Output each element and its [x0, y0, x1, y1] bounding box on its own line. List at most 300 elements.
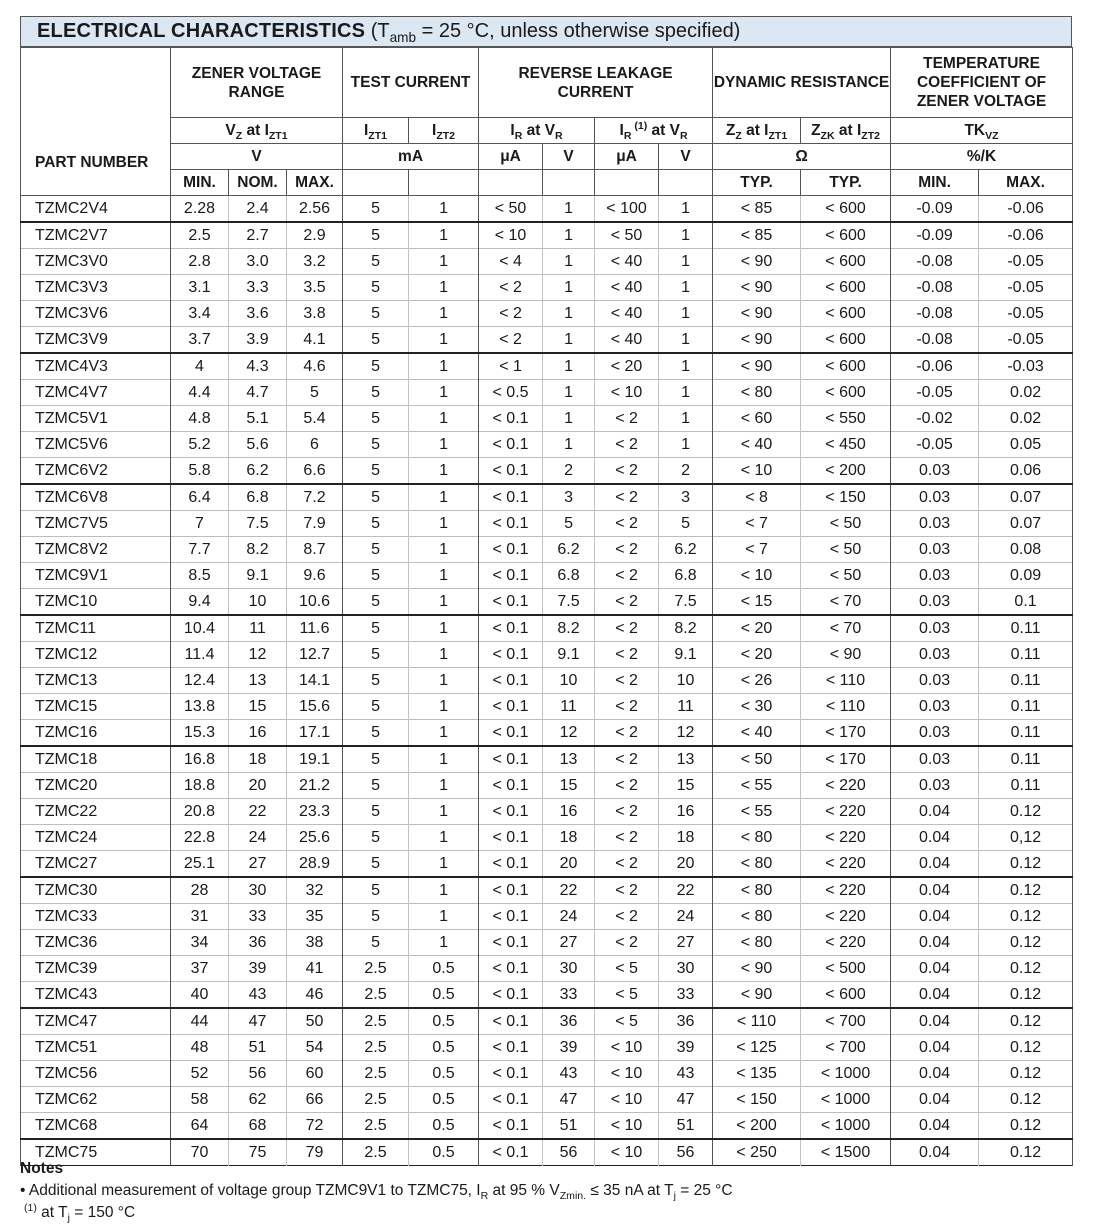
cell-vz-min: 3.7 — [171, 327, 229, 354]
unit-ua-2: μA — [595, 144, 659, 170]
cell-vr: 1 — [543, 327, 595, 354]
cell-vz-max: 5.4 — [287, 406, 343, 432]
cell-vr-hot: 15 — [659, 773, 713, 799]
cell-vz-min: 16.8 — [171, 746, 229, 773]
cell-ir: < 10 — [479, 222, 543, 249]
cell-vr: 1 — [543, 301, 595, 327]
cell-tk-max: 0.12 — [979, 956, 1073, 982]
cell-vz-min: 58 — [171, 1087, 229, 1113]
cell-ir: < 0.1 — [479, 1061, 543, 1087]
cell-part-number: TZMC7V5 — [21, 511, 171, 537]
table-body — [21, 196, 1073, 1166]
table-row — [21, 432, 1073, 458]
cell-vz-max: 4.6 — [287, 353, 343, 380]
cell-zz-typ: < 50 — [713, 746, 801, 773]
cell-vz-min: 64 — [171, 1113, 229, 1140]
cell-ir-hot: < 20 — [595, 353, 659, 380]
cell-izt2: 1 — [409, 196, 479, 223]
cell-ir-hot: < 10 — [595, 1061, 659, 1087]
cell-zz-typ: < 110 — [713, 1008, 801, 1035]
cell-vz-max: 14.1 — [287, 668, 343, 694]
cell-zzk-typ: < 70 — [801, 615, 891, 642]
footnote-sub-j: j — [67, 1212, 70, 1224]
cell-vz-nom: 3.3 — [229, 275, 287, 301]
table-row — [21, 930, 1073, 956]
cell-vr-hot: 39 — [659, 1035, 713, 1061]
zzk-main: Z — [811, 122, 821, 139]
cell-vz-min: 11.4 — [171, 642, 229, 668]
cell-izt1: 5 — [343, 773, 409, 799]
cell-ir-hot: < 2 — [595, 668, 659, 694]
zz-at-sub: ZT1 — [768, 130, 788, 143]
cell-zz-typ: < 80 — [713, 825, 801, 851]
cell-vr: 12 — [543, 720, 595, 747]
cell-ir-hot: < 5 — [595, 1008, 659, 1035]
cell-tk-max: 0.12 — [979, 799, 1073, 825]
part-number-header: PART NUMBER — [21, 48, 171, 196]
cell-zzk-typ: < 220 — [801, 773, 891, 799]
cell-izt2: 0.5 — [409, 1087, 479, 1113]
cell-izt2: 0.5 — [409, 1035, 479, 1061]
cell-ir-hot: < 2 — [595, 694, 659, 720]
subcol-tk-max: MAX. — [979, 170, 1073, 196]
cell-tk-min: 0.04 — [891, 799, 979, 825]
cell-vz-max: 9.6 — [287, 563, 343, 589]
cell-zzk-typ: < 600 — [801, 222, 891, 249]
cell-vr: 1 — [543, 432, 595, 458]
cell-vz-max: 6 — [287, 432, 343, 458]
cell-vz-min: 2.8 — [171, 249, 229, 275]
unit-v-1: V — [543, 144, 595, 170]
cell-ir: < 4 — [479, 249, 543, 275]
cell-part-number: TZMC18 — [21, 746, 171, 773]
cell-zz-typ: < 85 — [713, 222, 801, 249]
cell-vz-nom: 16 — [229, 720, 287, 747]
cell-zz-typ: < 10 — [713, 458, 801, 485]
cell-vz-max: 60 — [287, 1061, 343, 1087]
cell-zz-typ: < 135 — [713, 1061, 801, 1087]
cell-vr-hot: 12 — [659, 720, 713, 747]
cell-vr: 51 — [543, 1113, 595, 1140]
cell-izt1: 5 — [343, 720, 409, 747]
cell-tk-max: 0.06 — [979, 458, 1073, 485]
cell-vr-hot: 51 — [659, 1113, 713, 1140]
cell-izt1: 5 — [343, 930, 409, 956]
cell-izt1: 2.5 — [343, 982, 409, 1009]
cell-tk-max: 0.09 — [979, 563, 1073, 589]
cell-part-number: TZMC68 — [21, 1113, 171, 1140]
cell-vr: 16 — [543, 799, 595, 825]
table-row — [21, 982, 1073, 1009]
cell-vr: 24 — [543, 904, 595, 930]
cell-vr-hot: 1 — [659, 327, 713, 354]
cell-tk-max: 0.12 — [979, 1087, 1073, 1113]
cell-vr: 2 — [543, 458, 595, 485]
cell-vz-max: 41 — [287, 956, 343, 982]
cell-tk-min: -0.08 — [891, 327, 979, 354]
cell-part-number: TZMC47 — [21, 1008, 171, 1035]
cell-vz-min: 6.4 — [171, 484, 229, 511]
subcol-typ-2: TYP. — [801, 170, 891, 196]
cell-zz-typ: < 60 — [713, 406, 801, 432]
cell-part-number: TZMC39 — [21, 956, 171, 982]
cell-ir: < 0.1 — [479, 1087, 543, 1113]
title-condition-rest: = 25 °C, unless otherwise specified) — [416, 20, 741, 42]
cell-ir-hot: < 2 — [595, 511, 659, 537]
cell-ir: < 0.1 — [479, 642, 543, 668]
cell-vz-min: 40 — [171, 982, 229, 1009]
cell-zz-typ: < 80 — [713, 877, 801, 904]
cell-zz-typ: < 80 — [713, 851, 801, 878]
cell-part-number: TZMC5V1 — [21, 406, 171, 432]
cell-zzk-typ: < 220 — [801, 877, 891, 904]
zzk-at-sub: ZT2 — [861, 130, 881, 143]
cell-ir-hot: < 50 — [595, 222, 659, 249]
cell-tk-min: -0.06 — [891, 353, 979, 380]
cell-ir-hot: < 2 — [595, 563, 659, 589]
cell-tk-max: 0.12 — [979, 930, 1073, 956]
cell-vz-nom: 2.4 — [229, 196, 287, 223]
zzk-symbol-header — [801, 118, 891, 144]
cell-izt1: 2.5 — [343, 1087, 409, 1113]
cell-zzk-typ: < 600 — [801, 275, 891, 301]
cell-tk-max: 0.11 — [979, 668, 1073, 694]
cell-zzk-typ: < 170 — [801, 746, 891, 773]
cell-zz-typ: < 20 — [713, 615, 801, 642]
cell-vz-nom: 15 — [229, 694, 287, 720]
cell-tk-min: 0.04 — [891, 904, 979, 930]
table-row — [21, 825, 1073, 851]
cell-ir: < 0.1 — [479, 825, 543, 851]
cell-ir-hot: < 10 — [595, 1087, 659, 1113]
cell-part-number: TZMC36 — [21, 930, 171, 956]
table-row — [21, 511, 1073, 537]
cell-part-number: TZMC2V4 — [21, 196, 171, 223]
table-row — [21, 668, 1073, 694]
cell-tk-min: 0.04 — [891, 1087, 979, 1113]
cell-vr: 6.2 — [543, 537, 595, 563]
cell-zzk-typ: < 220 — [801, 825, 891, 851]
cell-zzk-typ: < 50 — [801, 563, 891, 589]
cell-ir: < 50 — [479, 196, 543, 223]
footnote-text-rest: = 150 °C — [69, 1204, 136, 1221]
note-bullet-text: • Additional measurement of voltage group TZMC9V1 to TZMC75, I — [20, 1182, 481, 1199]
cell-ir: < 0.1 — [479, 851, 543, 878]
unit-ma: mA — [343, 144, 479, 170]
note-bullet — [20, 1180, 733, 1202]
cell-izt2: 1 — [409, 406, 479, 432]
cell-part-number: TZMC9V1 — [21, 563, 171, 589]
cell-tk-max: -0.05 — [979, 275, 1073, 301]
cell-vr-hot: 56 — [659, 1139, 713, 1166]
cell-zzk-typ: < 220 — [801, 930, 891, 956]
cell-izt1: 5 — [343, 380, 409, 406]
cell-vr: 11 — [543, 694, 595, 720]
cell-ir-hot: < 40 — [595, 249, 659, 275]
ir-symbol-header — [479, 118, 595, 144]
cell-zz-typ: < 15 — [713, 589, 801, 616]
cell-vr: 3 — [543, 484, 595, 511]
cell-vz-max: 2.56 — [287, 196, 343, 223]
table-row — [21, 720, 1073, 747]
cell-izt1: 5 — [343, 484, 409, 511]
cell-part-number: TZMC5V6 — [21, 432, 171, 458]
cell-part-number: TZMC11 — [21, 615, 171, 642]
cell-izt2: 1 — [409, 249, 479, 275]
cell-izt1: 5 — [343, 301, 409, 327]
cell-vr-hot: 43 — [659, 1061, 713, 1087]
cell-zz-typ: < 40 — [713, 432, 801, 458]
cell-vz-max: 38 — [287, 930, 343, 956]
cell-ir: < 0.1 — [479, 694, 543, 720]
cell-zz-typ: < 90 — [713, 275, 801, 301]
zener-voltage-range-header: ZENER VOLTAGE RANGE — [171, 48, 343, 118]
table-row — [21, 380, 1073, 406]
cell-tk-min: 0.03 — [891, 720, 979, 747]
cell-ir-hot: < 100 — [595, 196, 659, 223]
cell-zz-typ: < 200 — [713, 1113, 801, 1140]
cell-ir-hot: < 2 — [595, 904, 659, 930]
cell-vz-min: 15.3 — [171, 720, 229, 747]
cell-izt2: 1 — [409, 773, 479, 799]
cell-vz-nom: 30 — [229, 877, 287, 904]
cell-izt1: 5 — [343, 406, 409, 432]
cell-izt2: 1 — [409, 432, 479, 458]
cell-tk-min: 0.04 — [891, 1061, 979, 1087]
tk-symbol-header — [891, 118, 1073, 144]
note-bullet-text-3: ≤ 35 nA at T — [586, 1182, 674, 1199]
cell-vz-max: 54 — [287, 1035, 343, 1061]
cell-vr: 1 — [543, 249, 595, 275]
cell-izt1: 5 — [343, 877, 409, 904]
note-bullet-text-2: at 95 % V — [488, 1182, 560, 1199]
reverse-leakage-header: REVERSE LEAKAGE CURRENT — [479, 48, 713, 118]
cell-izt1: 5 — [343, 904, 409, 930]
cell-ir: < 0.1 — [479, 406, 543, 432]
cell-zz-typ: < 90 — [713, 982, 801, 1009]
cell-vr-hot: 30 — [659, 956, 713, 982]
cell-ir: < 0.1 — [479, 1139, 543, 1166]
ir2-sub: R — [623, 130, 632, 143]
cell-part-number: TZMC27 — [21, 851, 171, 878]
cell-part-number: TZMC20 — [21, 773, 171, 799]
cell-vr-hot: 2 — [659, 458, 713, 485]
table-row — [21, 1035, 1073, 1061]
cell-ir-hot: < 2 — [595, 877, 659, 904]
cell-vz-max: 21.2 — [287, 773, 343, 799]
cell-vr: 1 — [543, 196, 595, 223]
table-row — [21, 537, 1073, 563]
table-row — [21, 327, 1073, 354]
subcol-nom: NOM. — [229, 170, 287, 196]
cell-vz-min: 25.1 — [171, 851, 229, 878]
cell-tk-min: 0.03 — [891, 563, 979, 589]
cell-tk-max: 0.11 — [979, 720, 1073, 747]
cell-ir: < 0.1 — [479, 458, 543, 485]
cell-tk-max: 0.12 — [979, 904, 1073, 930]
cell-izt1: 2.5 — [343, 1061, 409, 1087]
subcol-max: MAX. — [287, 170, 343, 196]
cell-vz-nom: 39 — [229, 956, 287, 982]
cell-vz-max: 7.2 — [287, 484, 343, 511]
cell-tk-max: 0,12 — [979, 825, 1073, 851]
cell-izt1: 5 — [343, 615, 409, 642]
cell-zzk-typ: < 700 — [801, 1035, 891, 1061]
title-main: ELECTRICAL CHARACTERISTICS — [37, 20, 366, 42]
cell-vz-nom: 3.9 — [229, 327, 287, 354]
cell-izt2: 0.5 — [409, 1008, 479, 1035]
cell-zzk-typ: < 700 — [801, 1008, 891, 1035]
cell-zz-typ: < 10 — [713, 563, 801, 589]
unit-ua-1: μA — [479, 144, 543, 170]
izt2-symbol-header — [409, 118, 479, 144]
cell-part-number: TZMC30 — [21, 877, 171, 904]
cell-zz-typ: < 80 — [713, 930, 801, 956]
cell-vr-hot: 7.5 — [659, 589, 713, 616]
cell-vz-nom: 4.3 — [229, 353, 287, 380]
cell-zzk-typ: < 600 — [801, 353, 891, 380]
cell-ir-hot: < 2 — [595, 746, 659, 773]
cell-izt2: 1 — [409, 746, 479, 773]
cell-vr: 1 — [543, 380, 595, 406]
cell-vz-nom: 51 — [229, 1035, 287, 1061]
cell-vz-min: 5.2 — [171, 432, 229, 458]
cell-vz-min: 3.4 — [171, 301, 229, 327]
cell-tk-max: 0.07 — [979, 511, 1073, 537]
cell-tk-min: 0.03 — [891, 694, 979, 720]
cell-ir: < 0.1 — [479, 877, 543, 904]
cell-ir: < 2 — [479, 301, 543, 327]
cell-zz-typ: < 30 — [713, 694, 801, 720]
cell-izt1: 5 — [343, 458, 409, 485]
cell-izt2: 1 — [409, 222, 479, 249]
cell-zz-typ: < 20 — [713, 642, 801, 668]
cell-izt1: 5 — [343, 432, 409, 458]
subcol-blank-3 — [479, 170, 543, 196]
cell-part-number: TZMC56 — [21, 1061, 171, 1087]
cell-ir-hot: < 2 — [595, 851, 659, 878]
cell-izt1: 5 — [343, 275, 409, 301]
cell-vr: 10 — [543, 668, 595, 694]
cell-izt1: 5 — [343, 589, 409, 616]
cell-part-number: TZMC24 — [21, 825, 171, 851]
table-row — [21, 642, 1073, 668]
cell-izt2: 1 — [409, 563, 479, 589]
cell-izt2: 1 — [409, 825, 479, 851]
table-row — [21, 353, 1073, 380]
cell-vr: 56 — [543, 1139, 595, 1166]
cell-ir-hot: < 10 — [595, 1113, 659, 1140]
note-sub-zmin: Zmin. — [559, 1190, 587, 1203]
cell-part-number: TZMC3V6 — [21, 301, 171, 327]
cell-vz-nom: 43 — [229, 982, 287, 1009]
cell-vz-min: 3.1 — [171, 275, 229, 301]
cell-izt2: 0.5 — [409, 1113, 479, 1140]
cell-zzk-typ: < 500 — [801, 956, 891, 982]
cell-vr-hot: 11 — [659, 694, 713, 720]
subcol-blank-1 — [343, 170, 409, 196]
cell-part-number: TZMC16 — [21, 720, 171, 747]
cell-part-number: TZMC75 — [21, 1139, 171, 1166]
cell-tk-min: -0.02 — [891, 406, 979, 432]
subcol-min: MIN. — [171, 170, 229, 196]
cell-tk-min: -0.08 — [891, 301, 979, 327]
izt1-main: I — [363, 122, 369, 139]
zzk-sub: ZK — [820, 130, 835, 143]
cell-vr: 30 — [543, 956, 595, 982]
izt1-symbol-header — [343, 118, 409, 144]
cell-tk-max: -0.03 — [979, 353, 1073, 380]
cell-zz-typ: < 250 — [713, 1139, 801, 1166]
cell-vz-max: 50 — [287, 1008, 343, 1035]
cell-izt1: 2.5 — [343, 1139, 409, 1166]
cell-part-number: TZMC6V8 — [21, 484, 171, 511]
cell-tk-min: 0.03 — [891, 615, 979, 642]
cell-part-number: TZMC62 — [21, 1087, 171, 1113]
cell-vz-nom: 6.2 — [229, 458, 287, 485]
cell-zz-typ: < 85 — [713, 196, 801, 223]
note-sub-r: R — [480, 1190, 489, 1203]
cell-vz-max: 6.6 — [287, 458, 343, 485]
cell-tk-max: 0.08 — [979, 537, 1073, 563]
cell-vr-hot: 1 — [659, 222, 713, 249]
vz-symbol-header — [171, 118, 343, 144]
cell-ir-hot: < 5 — [595, 982, 659, 1009]
cell-vr-hot: 33 — [659, 982, 713, 1009]
cell-vr: 20 — [543, 851, 595, 878]
unit-ohm: Ω — [713, 144, 891, 170]
table-row — [21, 877, 1073, 904]
cell-vr-hot: 1 — [659, 432, 713, 458]
cell-izt1: 2.5 — [343, 1113, 409, 1140]
unit-v: V — [171, 144, 343, 170]
unit-v-2: V — [659, 144, 713, 170]
table-row — [21, 799, 1073, 825]
cell-zz-typ: < 55 — [713, 799, 801, 825]
cell-part-number: TZMC8V2 — [21, 537, 171, 563]
cell-vr-hot: 16 — [659, 799, 713, 825]
cell-zzk-typ: < 600 — [801, 249, 891, 275]
table-row — [21, 1087, 1073, 1113]
table-row — [21, 563, 1073, 589]
cell-vz-min: 5.8 — [171, 458, 229, 485]
ir-at: at V — [522, 122, 556, 139]
zz-sub: Z — [735, 130, 742, 143]
cell-tk-min: 0.04 — [891, 930, 979, 956]
table-row — [21, 196, 1073, 223]
subcol-blank-6 — [659, 170, 713, 196]
cell-ir-hot: < 10 — [595, 380, 659, 406]
cell-vr: 18 — [543, 825, 595, 851]
cell-zz-typ: < 125 — [713, 1035, 801, 1061]
cell-part-number: TZMC3V9 — [21, 327, 171, 354]
cell-tk-max: 0.11 — [979, 773, 1073, 799]
cell-vz-min: 8.5 — [171, 563, 229, 589]
cell-vz-nom: 13 — [229, 668, 287, 694]
cell-zzk-typ: < 150 — [801, 484, 891, 511]
vz-at: at I — [242, 122, 269, 139]
cell-tk-min: 0.04 — [891, 1113, 979, 1140]
cell-zzk-typ: < 1000 — [801, 1113, 891, 1140]
cell-vr-hot: 47 — [659, 1087, 713, 1113]
cell-vz-min: 70 — [171, 1139, 229, 1166]
cell-ir: < 0.1 — [479, 563, 543, 589]
cell-izt2: 1 — [409, 458, 479, 485]
cell-vr-hot: 27 — [659, 930, 713, 956]
cell-izt1: 5 — [343, 327, 409, 354]
cell-izt2: 1 — [409, 511, 479, 537]
cell-ir: < 0.1 — [479, 720, 543, 747]
